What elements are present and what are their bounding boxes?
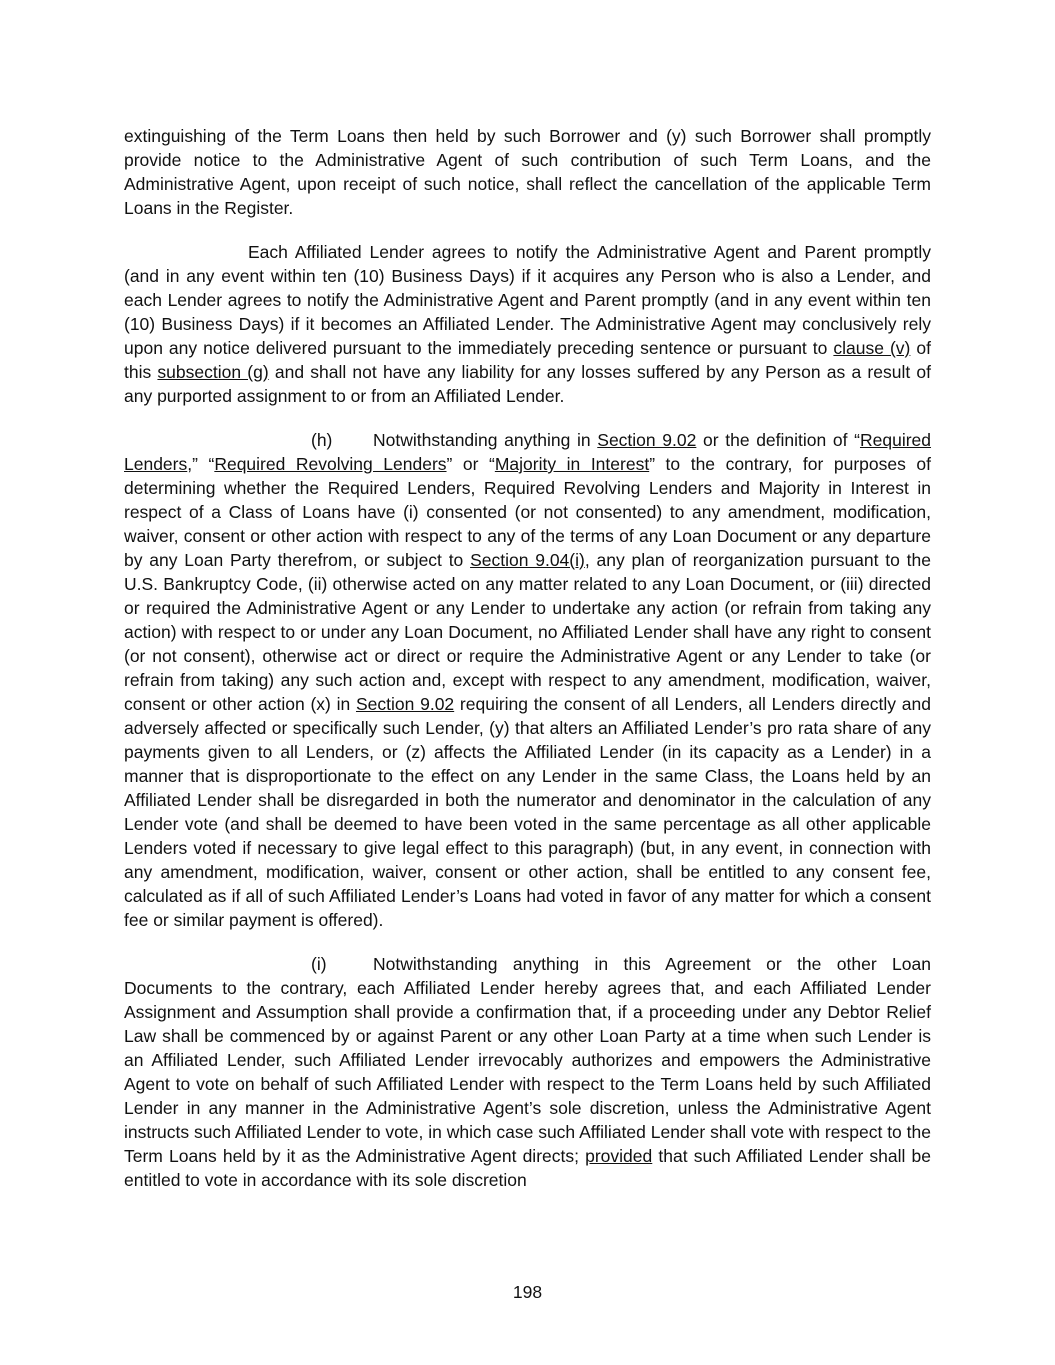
paragraph-text: ” to the contrary, for purposes of determining whether the Required Lenders, Required Revolving Lenders and Majority in Interest in respect of a Class of Loans have (i) consented (or not consented) to any amendment, modification, waiver, consent or other action with respect to any of the terms of any Loan Document or any departure by any Loan Party therefrom, or subject to — [124, 454, 931, 570]
paragraph-label: (h) — [311, 430, 333, 450]
section-9-04-i-reference: Section 9.04(i) — [470, 550, 585, 570]
paragraph-continuation — [124, 124, 931, 220]
paragraph-text: extinguishing of the Term Loans then held by such Borrower and (y) such Borrower shall promptly provide notice to the Administrative Agent of such contribution of such Term Loans, and the Administrative Agent, upon receipt of such notice, shall reflect the cancellation of the applicable Term Loans in the Register. — [124, 126, 931, 218]
provided-term: provided — [585, 1146, 653, 1166]
paragraph-text: or the definition of “ — [696, 430, 860, 450]
page-number: 198 — [512, 1282, 543, 1302]
paragraph-text: ,” “ — [187, 454, 215, 474]
subsection-g-reference: subsection (g) — [157, 362, 269, 382]
paragraph-affiliated-lender-notice — [124, 240, 931, 408]
required-lenders-term: Required Lenders — [124, 430, 932, 474]
paragraph-h — [124, 428, 931, 932]
clause-v-reference: clause (v) — [833, 338, 911, 358]
paragraph-label: (i) — [311, 954, 327, 974]
required-revolving-lenders-term: Required Revolving Lenders — [214, 454, 447, 474]
paragraph-text: that such Affiliated Lender shall be entitled to vote in accordance with its sole discretion — [124, 1146, 931, 1190]
paragraph-i — [124, 952, 931, 1192]
paragraph-text: Notwithstanding anything in — [373, 430, 598, 450]
paragraph-text: , any plan of reorganization pursuant to the U.S. Bankruptcy Code, (ii) otherwise acted on any matter related to any Loan Document, or (iii) directed or required the Administrative Agent or any Lender to undertake any action (or refrain from taking any action) with respect to or under any Loan Document, no Affiliated Lender shall have any right to consent (or not consent), otherwise act or direct or require the Administrative Agent or any Lender to take (or refrain from taking) any such action and, except with respect to any amendment, modification, waiver, consent or other action (x) in — [124, 550, 931, 714]
section-9-02-reference: Section 9.02 — [355, 694, 455, 714]
paragraph-text: requiring the consent of all Lenders, all Lenders directly and adversely affected or specifically such Lender, (y) that alters an Affiliated Lender’s pro rata share of any payments given to all Lenders, or (z) affects the Affiliated Lender (in its capacity as a Lender) in a manner that is disproportionate to the effect on any Lender in the same Class, the Loans held by an Affiliated Lender shall be disregarded in both the numerator and denominator in the calculation of any Lender vote (and shall be deemed to have been voted in the same percentage as all other applicable Lenders voted if necessary to give legal effect to this paragraph) (but, in any event, in connection with any amendment, modification, waiver, consent or other action, shall be entitled to any consent fee, calculated as if all of such Affiliated Lender’s Loans had voted in favor of any matter for which a consent fee or similar payment is offered). — [124, 694, 931, 930]
paragraph-text: of this — [124, 338, 931, 382]
paragraph-text: and shall not have any liability for any losses suffered by any Person as a result of any purported assignment to or from an Affiliated Lender. — [124, 362, 931, 406]
paragraph-text: ” or “ — [446, 454, 495, 474]
section-9-02-reference: Section 9.02 — [597, 430, 697, 450]
paragraph-text: Each Affiliated Lender agrees to notify the Administrative Agent and Parent promptly (and in any event within ten (10) Business Days) if it acquires any Person who is also a Lender, and each Lender agrees to notify the Administrative Agent and Parent promptly (and in any event within ten (10) Business Days) if it becomes an Affiliated Lender. The Administrative Agent may conclusively rely upon any notice delivered pursuant to the immediately preceding sentence or pursuant to — [124, 242, 931, 358]
document-body — [124, 124, 931, 1212]
majority-in-interest-term: Majority in Interest — [494, 454, 650, 474]
paragraph-text: Notwithstanding anything in this Agreement or the other Loan Documents to the contrary, each Affiliated Lender hereby agrees that, and each Affiliated Lender Assignment and Assumption shall provide a confirmation that, if a proceeding under any Debtor Relief Law shall be commenced by or against Parent or any other Loan Party at a time when such Lender is an Affiliated Lender, such Affiliated Lender irrevocably authorizes and empowers the Administrative Agent to vote on behalf of such Affiliated Lender with respect to the Term Loans held by such Affiliated Lender in any manner in the Administrative Agent’s sole discretion, unless the Administrative Agent instructs such Affiliated Lender to vote, in which case such Affiliated Lender shall vote with respect to the Term Loans held by it as the Administrative Agent directs; — [124, 954, 931, 1166]
